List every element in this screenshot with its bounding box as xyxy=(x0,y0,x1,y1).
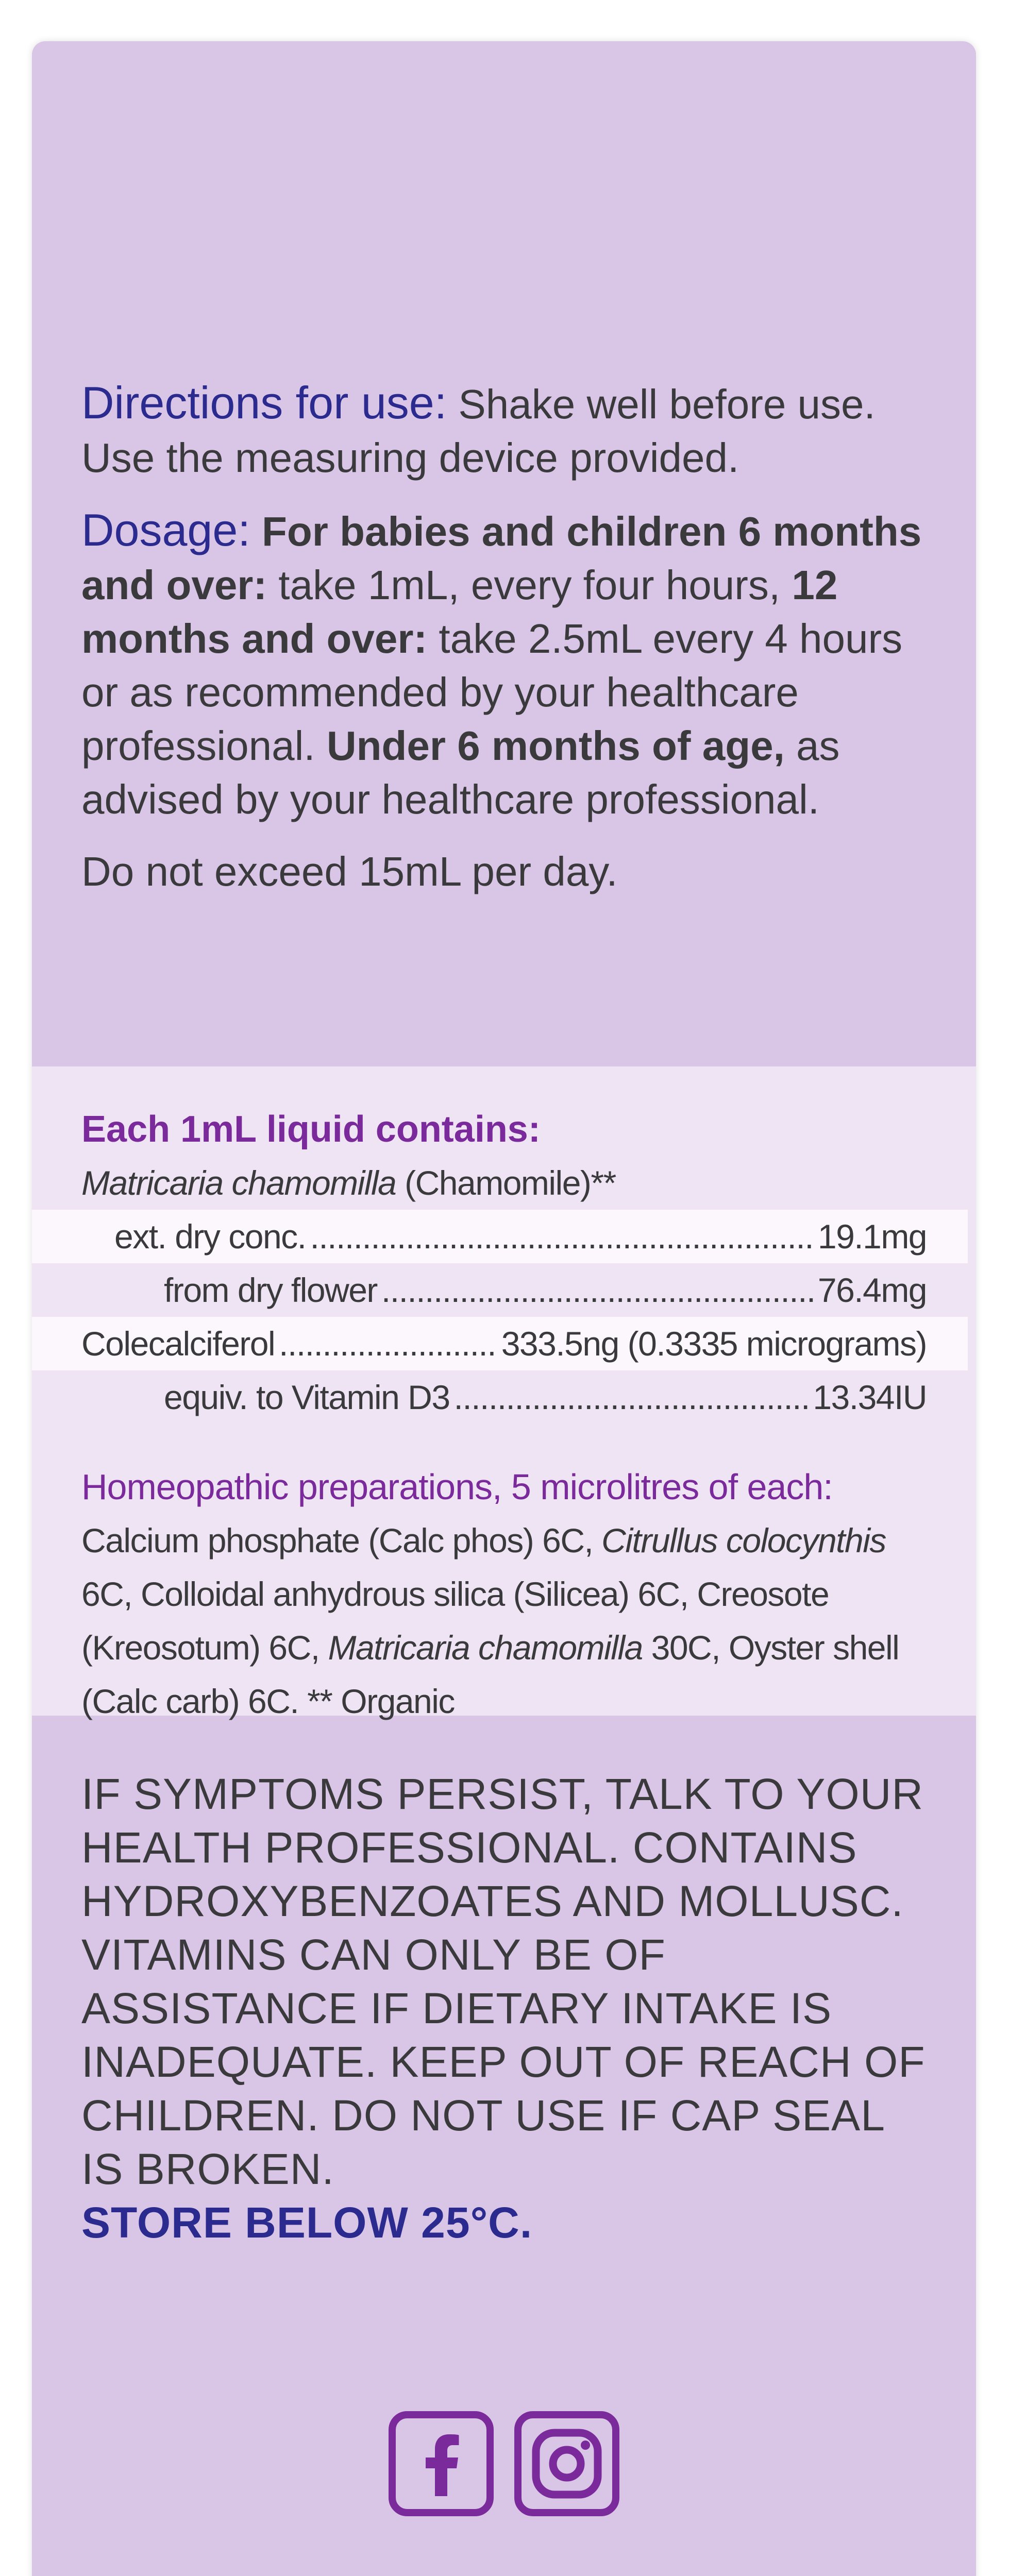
ingredient-row xyxy=(32,1317,968,1370)
ingredient-value: 76.4mg xyxy=(817,1271,927,1309)
chamomile-latin-name: Matricaria chamomilla xyxy=(81,1164,396,1202)
warning-text: IF SYMPTOMS PERSIST, TALK TO YOUR HEALTH PROFESSIONAL. CONTAINS HYDROXYBENZOATES AND MOLLUSC. VITAMINS CAN ONLY BE OF ASSISTANCE IF DIETARY INTAKE IS INADEQUATE. KEEP OUT OF REACH OF CHILDREN. DO NOT USE IF CAP SEAL IS BROKEN. xyxy=(81,1770,926,2193)
leader-dots xyxy=(454,1370,809,1424)
dosage-text-1: take 1mL, every four hours, xyxy=(267,562,792,608)
homeopathic-text: 6C, Colloidal anhydrous silica (Silicea) 6C, Creosote (Kreosotum) 6C, xyxy=(81,1575,829,1667)
ingredient-label: ext. dry conc. xyxy=(114,1217,306,1256)
instagram-glyph-icon xyxy=(528,2425,606,2502)
directions-heading: Directions for use: xyxy=(81,377,447,428)
ingredient-row xyxy=(32,1210,968,1263)
homeopathic-text: Calcium phosphate (Calc phos) 6C, xyxy=(81,1521,602,1560)
instagram-icon[interactable] xyxy=(514,2411,619,2516)
ingredient-label: equiv. to Vitamin D3 xyxy=(164,1378,450,1416)
product-box-panel xyxy=(32,41,976,2576)
ingredients-panel xyxy=(32,1066,976,1720)
leader-dots xyxy=(279,1317,497,1370)
daily-limit: Do not exceed 15mL per day. xyxy=(81,849,618,894)
ingredient-value: 19.1mg xyxy=(817,1217,927,1256)
dosage-age-12-months: 12 months and over: xyxy=(81,562,838,662)
directions-section xyxy=(32,376,976,917)
ingredient-label: Colecalciferol xyxy=(81,1325,275,1363)
ingredient-label: from dry flower xyxy=(164,1271,377,1309)
dosage-heading: Dosage: xyxy=(81,504,250,555)
homeopathic-latin-name: Matricaria chamomilla xyxy=(328,1629,643,1667)
facebook-glyph-icon xyxy=(402,2425,480,2502)
warnings-section xyxy=(32,1767,976,2249)
ingredient-row xyxy=(81,1263,927,1317)
homeopathic-list xyxy=(81,1514,927,1728)
storage-instruction: STORE BELOW 25°C. xyxy=(81,2198,533,2247)
dosage-age-6-months: For babies and children 6 months and over: xyxy=(81,509,922,608)
social-icons xyxy=(32,2411,976,2535)
chamomile-line xyxy=(81,1156,927,1210)
ingredients-title: Each 1mL liquid contains: xyxy=(81,1109,541,1150)
leader-dots xyxy=(310,1210,814,1263)
ingredient-value: 13.34IU xyxy=(813,1378,927,1416)
dosage-text-2: take 2.5mL every 4 hours or as recommended by your healthcare professional. xyxy=(81,616,903,769)
homeopathic-latin-name: Citrullus colocynthis xyxy=(601,1521,886,1560)
directions-text: Shake well before use. Use the measuring device provided. xyxy=(81,381,876,481)
homeopathic-text: 30C, Oyster shell (Calc carb) 6C. ** Organic xyxy=(81,1629,899,1720)
leader-dots xyxy=(381,1263,814,1317)
dosage-text-3: as advised by your healthcare professional. xyxy=(81,723,840,822)
dosage-paragraph xyxy=(81,503,935,826)
facebook-icon[interactable] xyxy=(389,2411,494,2516)
ingredient-row xyxy=(81,1370,927,1424)
ingredient-value: 333.5ng (0.3335 micrograms) xyxy=(501,1325,927,1363)
homeopathic-title: Homeopathic preparations, 5 microlitres of each: xyxy=(81,1467,833,1507)
chamomile-common-name: (Chamomile)** xyxy=(396,1164,616,1202)
directions-paragraph xyxy=(81,376,935,485)
dosage-under-6-months: Under 6 months of age, xyxy=(326,723,785,769)
